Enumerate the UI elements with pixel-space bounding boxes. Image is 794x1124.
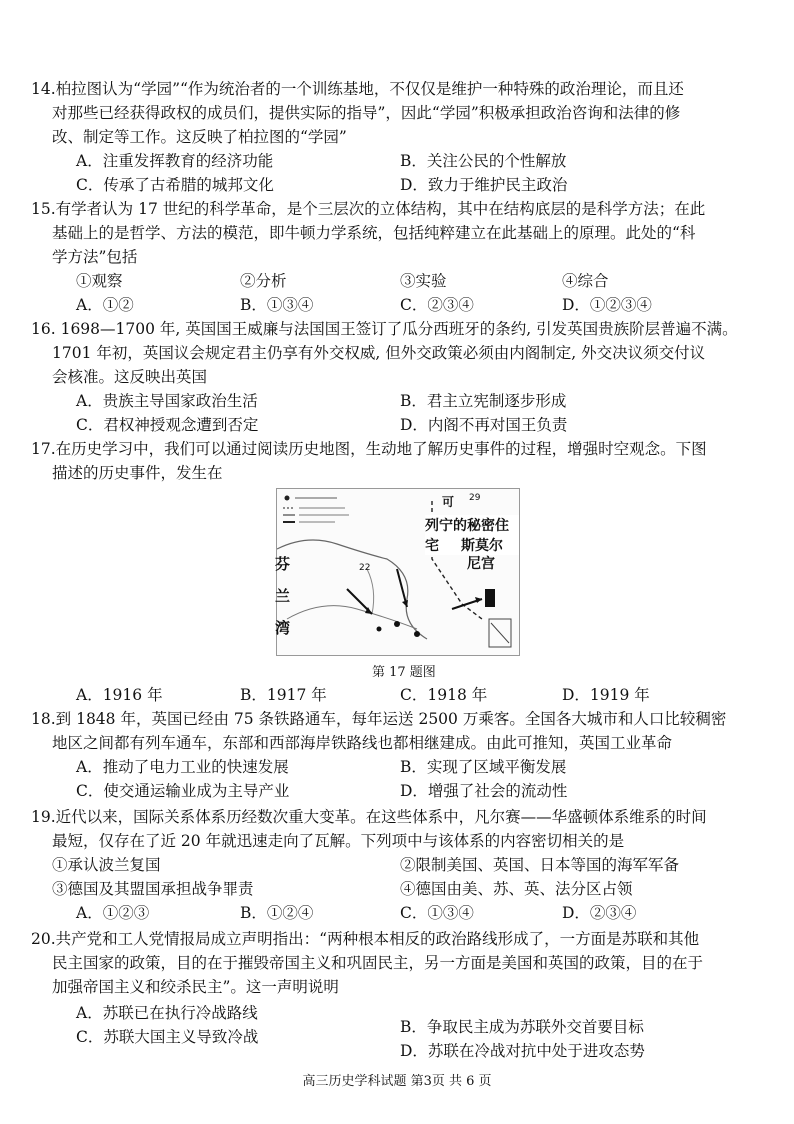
q17-option-a: A．1916 年 bbox=[76, 686, 163, 704]
q19-item-3: ③德国及其盟国承担战争罪责 bbox=[52, 880, 254, 898]
map-label-gulf-1: 芬 bbox=[275, 555, 291, 573]
page-footer: 高三历史学科试题 第3页 共 6 页 bbox=[302, 1074, 492, 1089]
q17-option-b: B．1917 年 bbox=[240, 686, 327, 704]
q16-line-1: 16. 1698—1700 年, 英国国王威廉与法国国王签订了瓜分西班牙的条约, 引发英国贵族阶层普遍不满。 bbox=[31, 320, 738, 338]
q18-option-d: D．增强了社会的流动性 bbox=[400, 782, 568, 800]
q15-item-4: ④综合 bbox=[562, 272, 609, 290]
q15-option-b: B．①③④ bbox=[240, 296, 314, 314]
q14-option-b: B．关注公民的个性解放 bbox=[400, 152, 567, 170]
legend-dot-icon bbox=[285, 496, 290, 501]
location-marker-2-icon bbox=[414, 631, 420, 637]
q19-line-2: 最短，仅存在了近 20 年就迅速走向了瓦解。下列项中与该体系的内容密切相关的是 bbox=[52, 832, 625, 850]
q18-option-c: C．使交通运输业成为主导产业 bbox=[76, 782, 290, 800]
q15-item-2: ②分析 bbox=[240, 272, 287, 290]
q20-line-1: 20.共产党和工人党情报局成立声明指出：“两种根本相反的政治路线形成了，一方面是苏联和其他 bbox=[31, 930, 700, 948]
q19-item-4: ④德国由美、苏、英、法分区占领 bbox=[400, 880, 633, 898]
q15-option-d: D．①②③④ bbox=[562, 296, 652, 314]
q15-option-c: C．②③④ bbox=[400, 296, 474, 314]
q19-option-d: D．②③④ bbox=[562, 904, 637, 922]
q15-item-1: ①观察 bbox=[76, 272, 123, 290]
map-letter: 可 bbox=[442, 495, 455, 509]
q17-line-1: 17.在历史学习中，我们可以通过阅读历史地图，生动地了解历史事件的过程，增强时空观念。下图 bbox=[31, 440, 707, 458]
map-label-gulf-2: 兰 bbox=[275, 587, 291, 605]
q17-historical-map bbox=[276, 488, 520, 656]
location-marker-3-icon bbox=[377, 627, 382, 632]
q14-line-3: 改、制定等工作。这反映了柏拉图的“学园” bbox=[52, 128, 347, 146]
q15-line-1: 15.有学者认为 17 世纪的科学革命，是个三层次的立体结构，其中在结构底层的是科学方法；在此 bbox=[31, 200, 706, 218]
hatch-line bbox=[491, 623, 509, 643]
q18-option-b: B．实现了区域平衡发展 bbox=[400, 758, 567, 776]
q18-line-2: 地区之间都有列车通车，东部和西部海岸铁路线也都相继建成。由此可推知，英国工业革命 bbox=[52, 734, 673, 752]
q19-line-1: 19.近代以来，国际关系体系历经数次重大变革。在这些体系中，凡尔赛——华盛顿体系维系的时间 bbox=[31, 808, 707, 826]
q20-option-a: A．苏联已在执行冷战路线 bbox=[76, 1004, 258, 1022]
q15-line-3: 学方法”包括 bbox=[52, 248, 138, 266]
q14-option-a: A．注重发挥教育的经济功能 bbox=[76, 152, 274, 170]
q19-item-1: ①承认波兰复国 bbox=[52, 856, 161, 874]
map-number-a: 29 bbox=[469, 493, 481, 503]
q17-line-2: 描述的历史事件，发生在 bbox=[52, 464, 223, 482]
map-label-smolny-2: 尼宫 bbox=[467, 556, 495, 572]
q18-line-1: 18.到 1848 年，英国已经由 75 条铁路通车，每年运送 2500 万乘客。全国各大城市和人口比较稠密 bbox=[31, 710, 727, 728]
q15-line-2: 基础上的是哲学、方法的模范，即牛顿力学系统，包括纯粹建立在此基础上的原理。此处的“科 bbox=[52, 224, 696, 242]
arrow-head-2-icon bbox=[402, 600, 408, 607]
q20-option-b: B．争取民主成为苏联外交首要目标 bbox=[400, 1018, 644, 1036]
q14-option-d: D．致力于维护民主政治 bbox=[400, 176, 568, 194]
location-marker-1-icon bbox=[394, 621, 400, 627]
smolny-marker bbox=[485, 589, 495, 607]
q20-option-c: C．苏联大国主义导致冷战 bbox=[76, 1028, 259, 1046]
q14-option-c: C．传承了古希腊的城邦文化 bbox=[76, 176, 274, 194]
q19-item-2: ②限制美国、英国、日本等国的海军军备 bbox=[400, 856, 680, 874]
q19-option-c: C．①③④ bbox=[400, 904, 474, 922]
q20-option-d: D．苏联在冷战对抗中处于进攻态势 bbox=[400, 1042, 645, 1060]
q15-item-3: ③实验 bbox=[400, 272, 447, 290]
q20-line-3: 加强帝国主义和绞杀民主”。这一声明说明 bbox=[52, 978, 339, 996]
q16-line-3: 会核准。这反映出英国 bbox=[52, 368, 208, 386]
q14-line-1: 14.柏拉图认为“学园”“作为统治者的一个训练基地，不仅仅是维护一种特殊的政治理论，而且还 bbox=[31, 80, 684, 98]
q16-line-2: 1701 年初，英国议会规定君主仍享有外交权威, 但外交政策必须由内阁制定, 外交决议须交付议 bbox=[52, 344, 706, 362]
map-label-lenin-residence: 列宁的秘密住宅 bbox=[425, 515, 519, 555]
map-label-smolny-1: 斯莫尔 bbox=[461, 538, 503, 554]
map-number-b: 22 bbox=[359, 563, 371, 573]
map-label-gulf-3: 湾 bbox=[275, 619, 291, 637]
q16-option-d: D．内阁不再对国王负责 bbox=[400, 416, 568, 434]
q16-option-b: B．君主立宪制逐步形成 bbox=[400, 392, 567, 410]
q19-option-b: B．①②④ bbox=[240, 904, 314, 922]
q17-figure-caption: 第 17 题图 bbox=[372, 665, 436, 680]
q16-option-c: C．君权神授观念遭到否定 bbox=[76, 416, 259, 434]
q15-option-a: A．①② bbox=[76, 296, 134, 314]
q17-option-c: C．1918 年 bbox=[400, 686, 488, 704]
q18-option-a: A．推动了电力工业的快速发展 bbox=[76, 758, 289, 776]
q19-option-a: A．①②③ bbox=[76, 904, 150, 922]
q16-option-a: A．贵族主导国家政治生活 bbox=[76, 392, 258, 410]
q14-line-2: 对那些已经获得政权的成员们，提供实际的指导”，因此“学园”积极承担政治咨询和法律的修 bbox=[52, 104, 681, 122]
q17-option-d: D．1919 年 bbox=[562, 686, 650, 704]
q20-line-2: 民主国家的政策，目的在于摧毁帝国主义和巩固民主，另一方面是美国和英国的政策，目的在于 bbox=[52, 954, 704, 972]
